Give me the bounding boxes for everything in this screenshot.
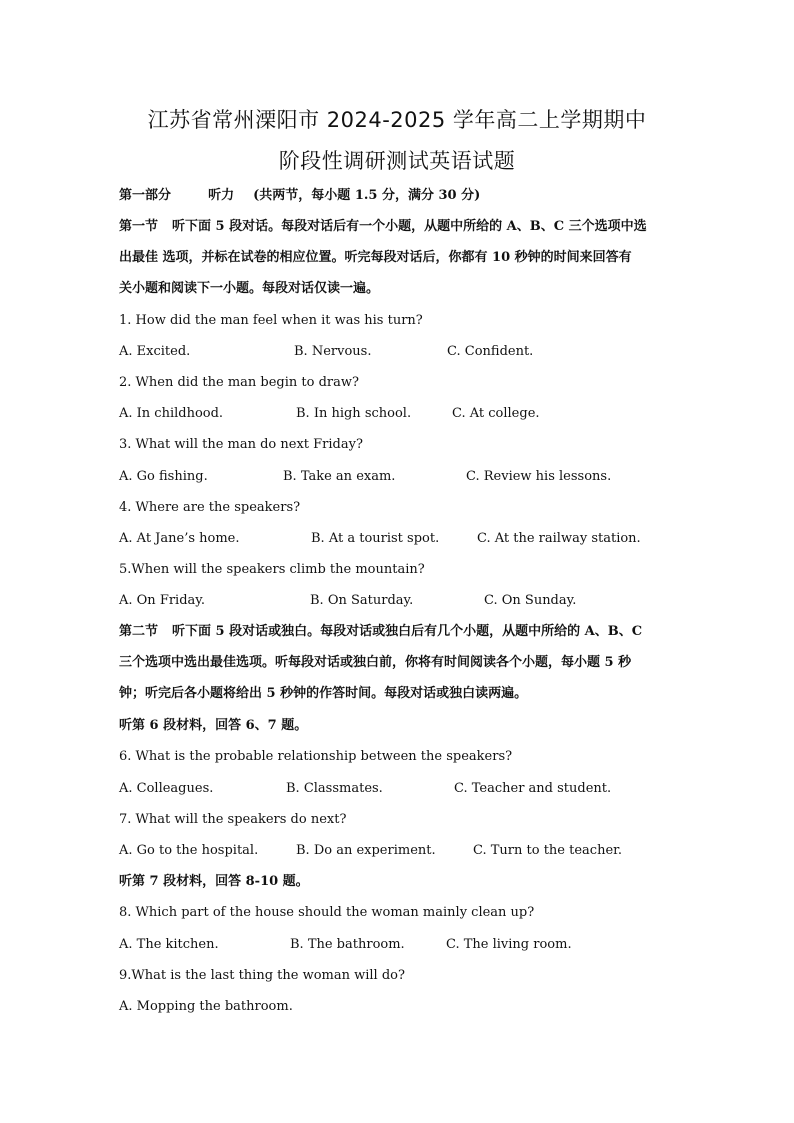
question-8-option-a: A. The kitchen. bbox=[119, 937, 219, 952]
section1-line1: 第一节 听下面 5 段对话。每段对话后有一个小题，从题中所给的 A、B、C 三个选项中选 bbox=[119, 219, 647, 234]
page-subtitle: 阶段性调研测试英语试题 bbox=[278, 149, 516, 173]
part1-label: 第一部分 bbox=[119, 188, 172, 203]
page-title: 江苏省常州溧阳市 2024-2025 学年高二上学期期中 bbox=[147, 108, 647, 132]
question-2-option-a: A. In childhood. bbox=[119, 406, 224, 421]
part1-desc: (共两节，每小题 1.5 分，满分 30 分) bbox=[253, 188, 481, 203]
question-7-option-b: B. Do an experiment. bbox=[296, 843, 436, 858]
question-3-option-a: A. Go fishing. bbox=[119, 469, 208, 484]
material-7-heading: 听第 7 段材料，回答 8-10 题。 bbox=[119, 874, 309, 889]
question-8-option-c: C. The living room. bbox=[446, 937, 572, 952]
section1-line2: 出最佳 选项，并标在试卷的相应位置。听完每段对话后，你都有 10 秒钟的时间来回答有 bbox=[119, 250, 632, 265]
section1-label: 第一节 bbox=[119, 219, 159, 234]
question-8-stem: 8. Which part of the house should the woman mainly clean up? bbox=[119, 905, 535, 920]
question-2-option-b: B. In high school. bbox=[296, 406, 412, 421]
section2-line3: 钟；听完后各小题将给出 5 秒钟的作答时间。每段对话或独白读两遍。 bbox=[119, 686, 528, 701]
section1-line3: 关小题和阅读下一小题。每段对话仅读一遍。 bbox=[119, 281, 380, 296]
question-4-stem: 4. Where are the speakers? bbox=[119, 500, 301, 515]
question-4-option-b: B. At a tourist spot. bbox=[311, 531, 440, 546]
section2-line2: 三个选项中选出最佳选项。听每段对话或独白前，你将有时间阅读各个小题，每小题 5 秒 bbox=[119, 655, 632, 670]
part1-heading bbox=[119, 187, 480, 205]
question-9-stem: 9.What is the last thing the woman will do? bbox=[119, 968, 405, 983]
question-1-stem: 1. How did the man feel when it was his turn? bbox=[119, 313, 423, 328]
question-1-option-c: C. Confident. bbox=[447, 344, 534, 359]
question-8-option-b: B. The bathroom. bbox=[290, 937, 405, 952]
part1-name: 听力 bbox=[208, 188, 235, 203]
question-5-stem: 5.When will the speakers climb the mountain? bbox=[119, 562, 425, 577]
question-5-option-c: C. On Sunday. bbox=[484, 593, 577, 608]
question-2-stem: 2. When did the man begin to draw? bbox=[119, 375, 359, 390]
section2-label: 第二节 bbox=[119, 624, 159, 639]
question-7-option-c: C. Turn to the teacher. bbox=[473, 843, 623, 858]
question-4-option-c: C. At the railway station. bbox=[477, 531, 641, 546]
question-7-stem: 7. What will the speakers do next? bbox=[119, 812, 347, 827]
question-4-option-a: A. At Jane’s home. bbox=[119, 531, 240, 546]
question-5-option-b: B. On Saturday. bbox=[310, 593, 414, 608]
question-9-option-a: A. Mopping the bathroom. bbox=[119, 999, 293, 1014]
question-6-option-c: C. Teacher and student. bbox=[454, 781, 612, 796]
material-6-heading: 听第 6 段材料，回答 6、7 题。 bbox=[119, 718, 308, 733]
question-7-option-a: A. Go to the hospital. bbox=[119, 843, 259, 858]
question-3-option-c: C. Review his lessons. bbox=[466, 469, 612, 484]
question-3-option-b: B. Take an exam. bbox=[283, 469, 396, 484]
question-6-option-b: B. Classmates. bbox=[286, 781, 383, 796]
question-2-option-c: C. At college. bbox=[452, 406, 540, 421]
question-5-option-a: A. On Friday. bbox=[119, 593, 206, 608]
question-6-option-a: A. Colleagues. bbox=[119, 781, 214, 796]
section2-line1: 第二节 听下面 5 段对话或独白。每段对话或独白后有几个小题，从题中所给的 A、B、C bbox=[119, 624, 643, 639]
question-6-stem: 6. What is the probable relationship between the speakers? bbox=[119, 749, 513, 764]
question-3-stem: 3. What will the man do next Friday? bbox=[119, 437, 363, 452]
question-1-option-b: B. Nervous. bbox=[294, 344, 372, 359]
question-1-option-a: A. Excited. bbox=[119, 344, 191, 359]
